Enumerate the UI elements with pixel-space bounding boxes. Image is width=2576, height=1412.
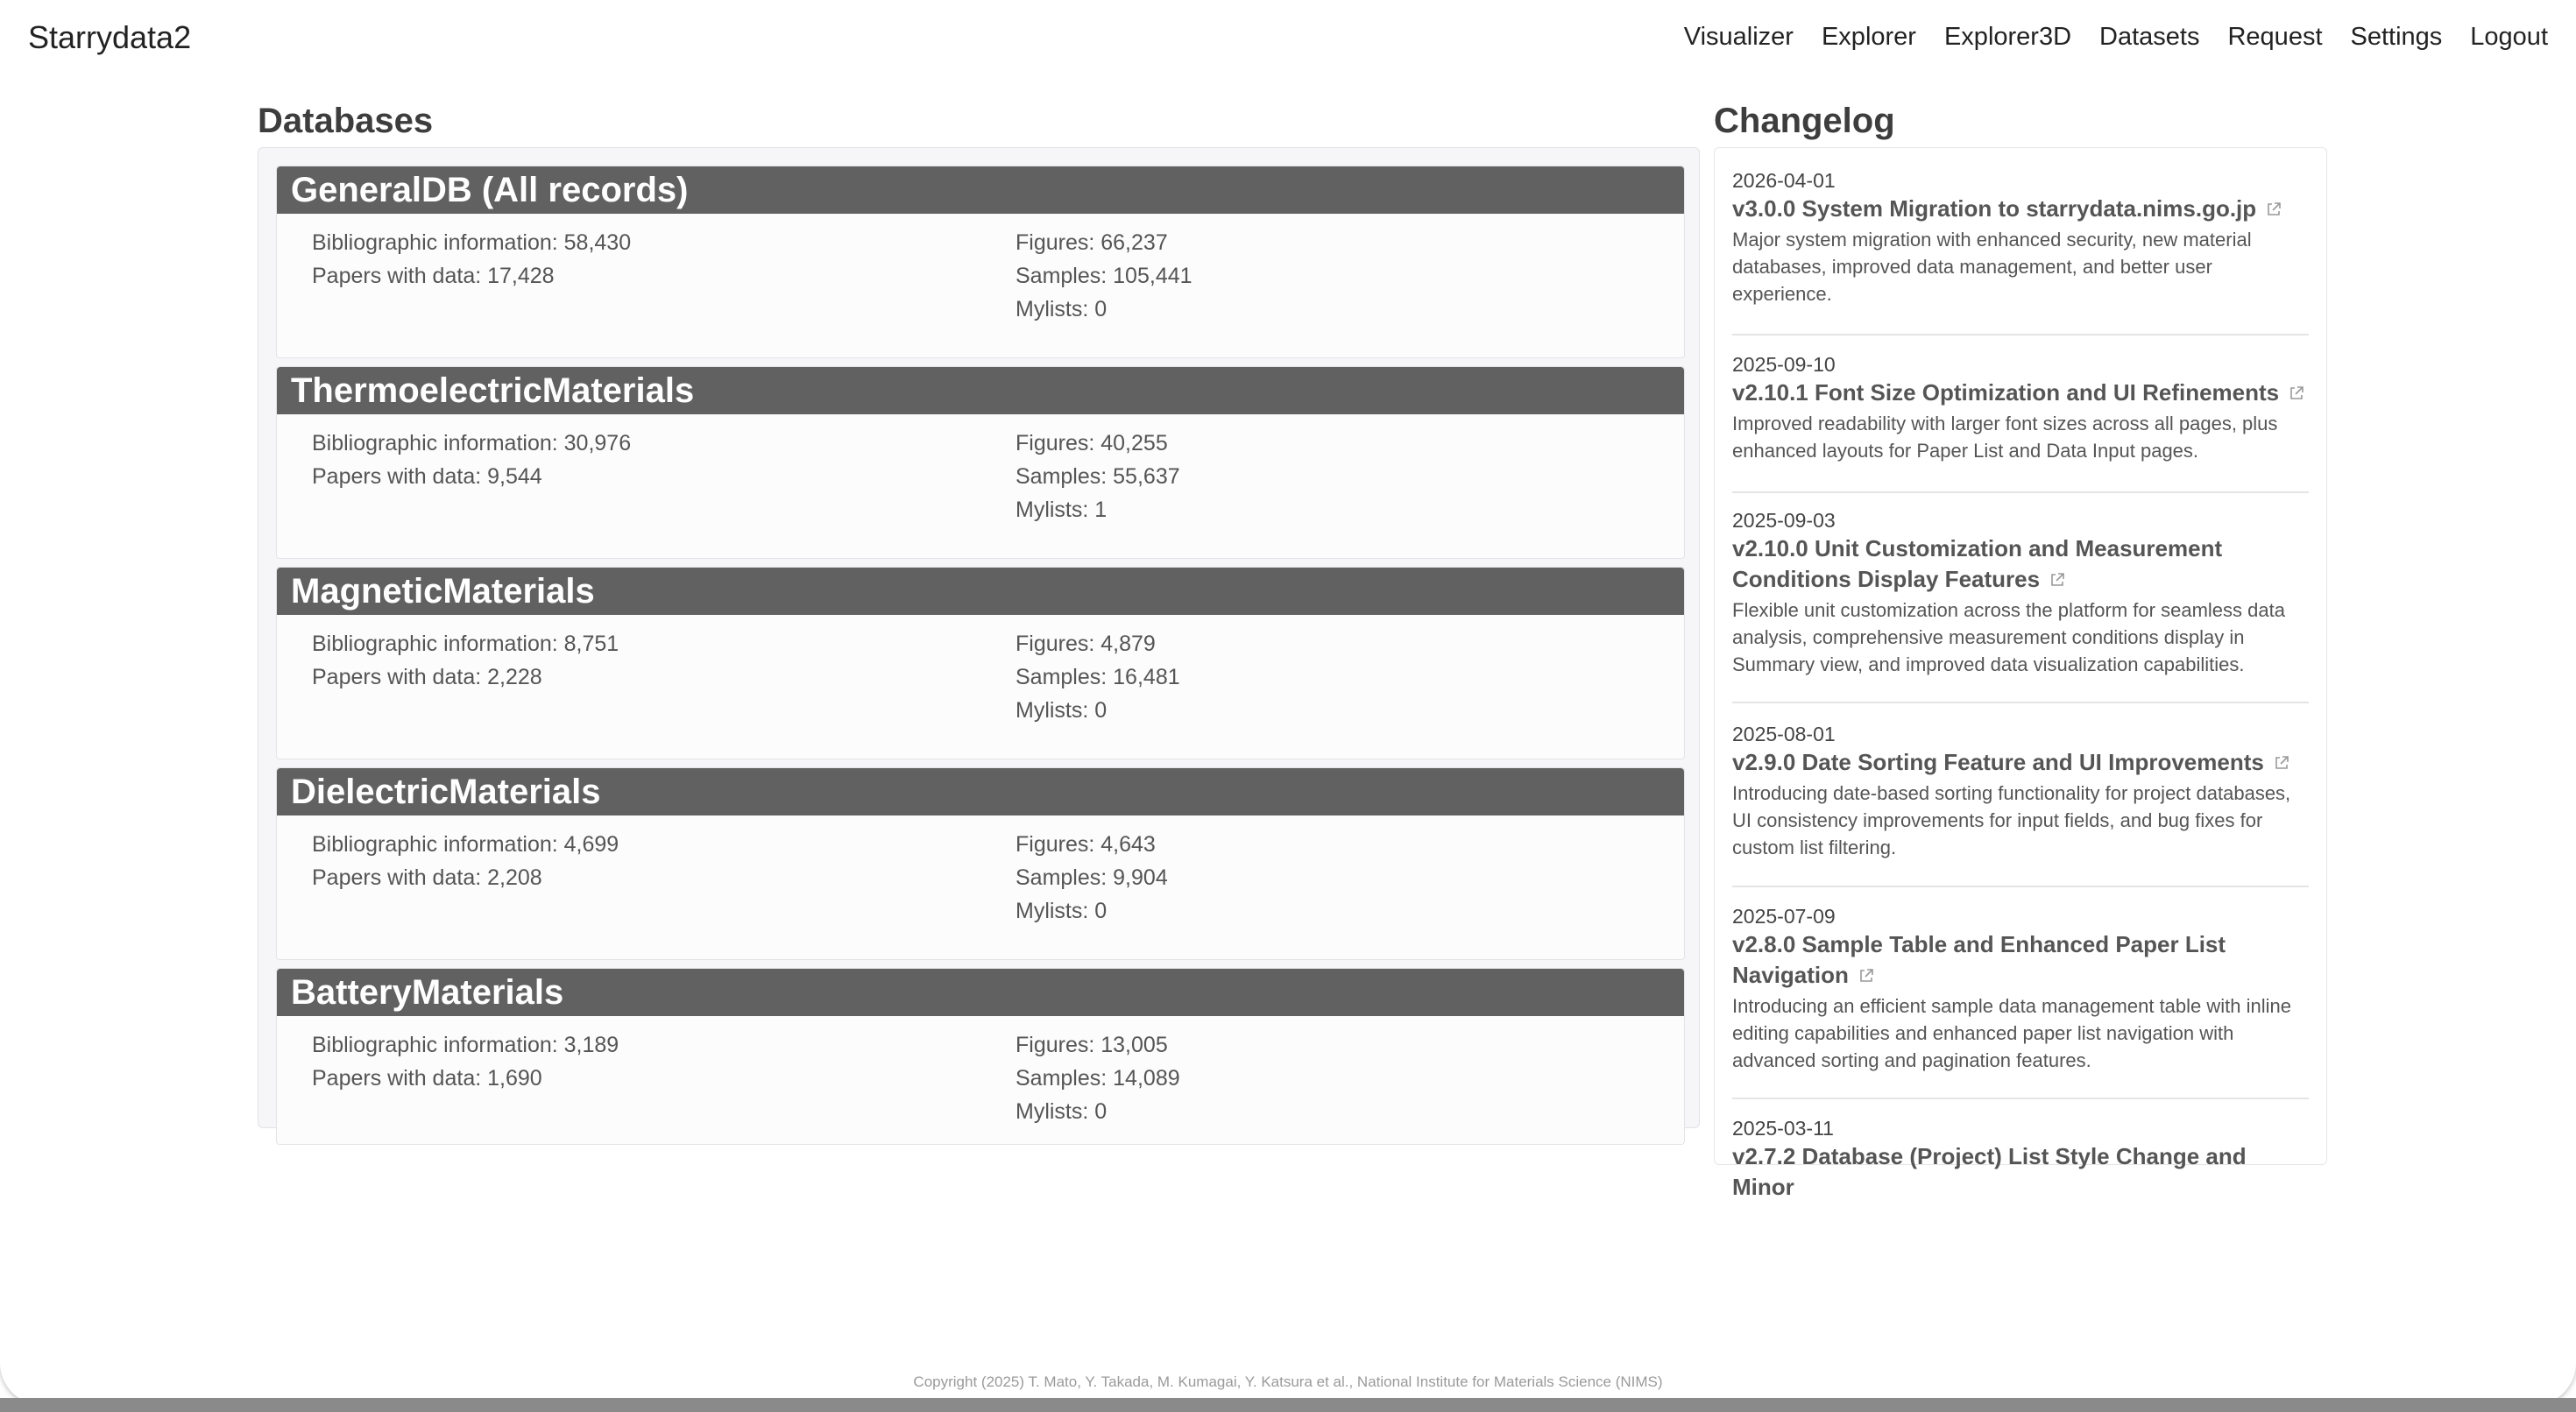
- external-link-icon[interactable]: [2049, 571, 2066, 589]
- papers-count: Papers with data: 9,544: [312, 464, 542, 489]
- mylists-count: Mylists: 0: [1016, 297, 1108, 321]
- database-stats-left: [312, 1028, 619, 1095]
- samples-count: Samples: 14,089: [1016, 1066, 1180, 1091]
- mylists-count: Mylists: 0: [1016, 899, 1108, 923]
- samples-count: Samples: 105,441: [1016, 264, 1192, 288]
- database-card-generaldb[interactable]: [276, 166, 1685, 358]
- nav-explorer[interactable]: Explorer: [1821, 23, 1916, 51]
- nav-logout[interactable]: Logout: [2470, 23, 2548, 51]
- external-link-icon[interactable]: [2265, 201, 2282, 218]
- changelog-title-link[interactable]: v2.10.0 Unit Customization and Measurement Conditions Display Features: [1732, 535, 2223, 592]
- bibliographic-count: Bibliographic information: 8,751: [312, 632, 619, 656]
- database-stats-right: [1016, 828, 1168, 928]
- database-stats-right: [1016, 1028, 1180, 1128]
- databases-title: Databases: [258, 102, 434, 140]
- changelog-description: Improved readability with larger font sizes across all pages, plus enhanced layouts for Paper List and Data Input pages.: [1732, 413, 2278, 462]
- nav-menu: [1684, 23, 2548, 52]
- database-name[interactable]: DielectricMaterials: [277, 768, 1684, 815]
- database-card-battery[interactable]: [276, 968, 1685, 1145]
- database-stats-right: [1016, 226, 1192, 326]
- navbar: [0, 0, 2576, 77]
- changelog-entry: [1732, 721, 2309, 887]
- figures-count: Figures: 4,879: [1016, 632, 1156, 656]
- samples-count: Samples: 16,481: [1016, 665, 1180, 689]
- database-stats-left: [312, 627, 619, 694]
- changelog-title-link[interactable]: v2.10.1 Font Size Optimization and UI Refinements: [1732, 378, 2309, 408]
- nav-visualizer[interactable]: Visualizer: [1683, 23, 1794, 51]
- bibliographic-count: Bibliographic information: 30,976: [312, 431, 632, 455]
- papers-count: Papers with data: 2,228: [312, 665, 542, 689]
- changelog-date: 2026-04-01: [1732, 169, 1836, 192]
- desktop-edge: [0, 1398, 2576, 1412]
- changelog-title-link[interactable]: v2.8.0 Sample Table and Enhanced Paper List Navigation: [1732, 931, 2226, 988]
- papers-count: Papers with data: 17,428: [312, 264, 555, 288]
- nav-explorer3d[interactable]: Explorer3D: [1943, 23, 2072, 51]
- database-stats-left: [312, 427, 631, 493]
- changelog-entry: [1732, 1115, 2309, 1200]
- changelog-entry: [1732, 903, 2309, 1099]
- database-name[interactable]: ThermoelectricMaterials: [277, 367, 1684, 414]
- database-stats-left: [312, 226, 631, 293]
- databases-panel: [258, 147, 1700, 1128]
- changelog-date: 2025-09-03: [1732, 509, 1836, 532]
- database-stats-right: [1016, 627, 1180, 727]
- database-stats-left: [312, 828, 619, 894]
- changelog-title-link[interactable]: v3.0.0 System Migration to starrydata.nims.go.jp: [1732, 194, 2309, 224]
- database-card-thermoelectric[interactable]: [276, 366, 1685, 559]
- figures-count: Figures: 40,255: [1016, 431, 1168, 455]
- nav-datasets[interactable]: Datasets: [2099, 23, 2200, 51]
- changelog-date: 2025-08-01: [1732, 723, 1836, 745]
- nav-settings[interactable]: Settings: [2350, 23, 2443, 51]
- changelog-panel[interactable]: [1714, 147, 2327, 1200]
- footer-copyright: Copyright (2025) T. Mato, Y. Takada, M. Kumagai, Y. Katsura et al., National Institute for Materials Science (NIMS): [913, 1373, 1663, 1390]
- figures-count: Figures: 4,643: [1016, 832, 1156, 857]
- database-stats-right: [1016, 427, 1180, 526]
- mylists-count: Mylists: 0: [1016, 1099, 1108, 1124]
- figures-count: Figures: 13,005: [1016, 1033, 1168, 1057]
- changelog-description: Major system migration with enhanced security, new material databases, improved data management, and better user experience.: [1732, 229, 2252, 305]
- samples-count: Samples: 9,904: [1016, 865, 1168, 890]
- changelog-title-link[interactable]: v2.9.0 Date Sorting Feature and UI Improvements: [1732, 747, 2309, 778]
- mylists-count: Mylists: 1: [1016, 498, 1108, 522]
- brand-logo[interactable]: Starrydata2: [28, 19, 192, 55]
- changelog-date: 2025-09-10: [1732, 353, 1836, 376]
- changelog-title: Changelog: [1714, 102, 1895, 140]
- database-name[interactable]: GeneralDB (All records): [277, 166, 1684, 214]
- external-link-icon[interactable]: [1858, 967, 1875, 985]
- database-name[interactable]: MagneticMaterials: [277, 568, 1684, 615]
- changelog-title-link[interactable]: v2.7.2 Database (Project) List Style Change and Minor: [1732, 1143, 2247, 1200]
- changelog-description: Flexible unit customization across the platform for seamless data analysis, comprehensive measurement conditions display in Summary view, and improved data visualization capabilities.: [1732, 599, 2285, 675]
- database-name[interactable]: BatteryMaterials: [277, 969, 1684, 1016]
- bibliographic-count: Bibliographic information: 4,699: [312, 832, 619, 857]
- figures-count: Figures: 66,237: [1016, 230, 1168, 255]
- changelog-description: Introducing date-based sorting functionality for project databases, UI consistency improvements for input fields, and bug fixes for custom list filtering.: [1732, 782, 2291, 858]
- database-card-dielectric[interactable]: [276, 767, 1685, 960]
- external-link-icon[interactable]: [2288, 385, 2305, 402]
- changelog-entry: [1732, 351, 2309, 493]
- changelog-date: 2025-07-09: [1732, 905, 1836, 928]
- samples-count: Samples: 55,637: [1016, 464, 1180, 489]
- bibliographic-count: Bibliographic information: 3,189: [312, 1033, 619, 1057]
- changelog-date: 2025-03-11: [1732, 1117, 1834, 1140]
- bibliographic-count: Bibliographic information: 58,430: [312, 230, 632, 255]
- changelog-entry: [1732, 167, 2309, 335]
- changelog-description: Introducing an efficient sample data management table with inline editing capabilities and enhanced paper list navigation with advanced sorting and pagination features.: [1732, 995, 2291, 1071]
- changelog-entry: [1732, 507, 2309, 703]
- nav-request[interactable]: Request: [2227, 23, 2323, 51]
- external-link-icon[interactable]: [2273, 754, 2290, 772]
- papers-count: Papers with data: 1,690: [312, 1066, 542, 1091]
- database-card-magnetic[interactable]: [276, 567, 1685, 759]
- papers-count: Papers with data: 2,208: [312, 865, 542, 890]
- mylists-count: Mylists: 0: [1016, 698, 1108, 723]
